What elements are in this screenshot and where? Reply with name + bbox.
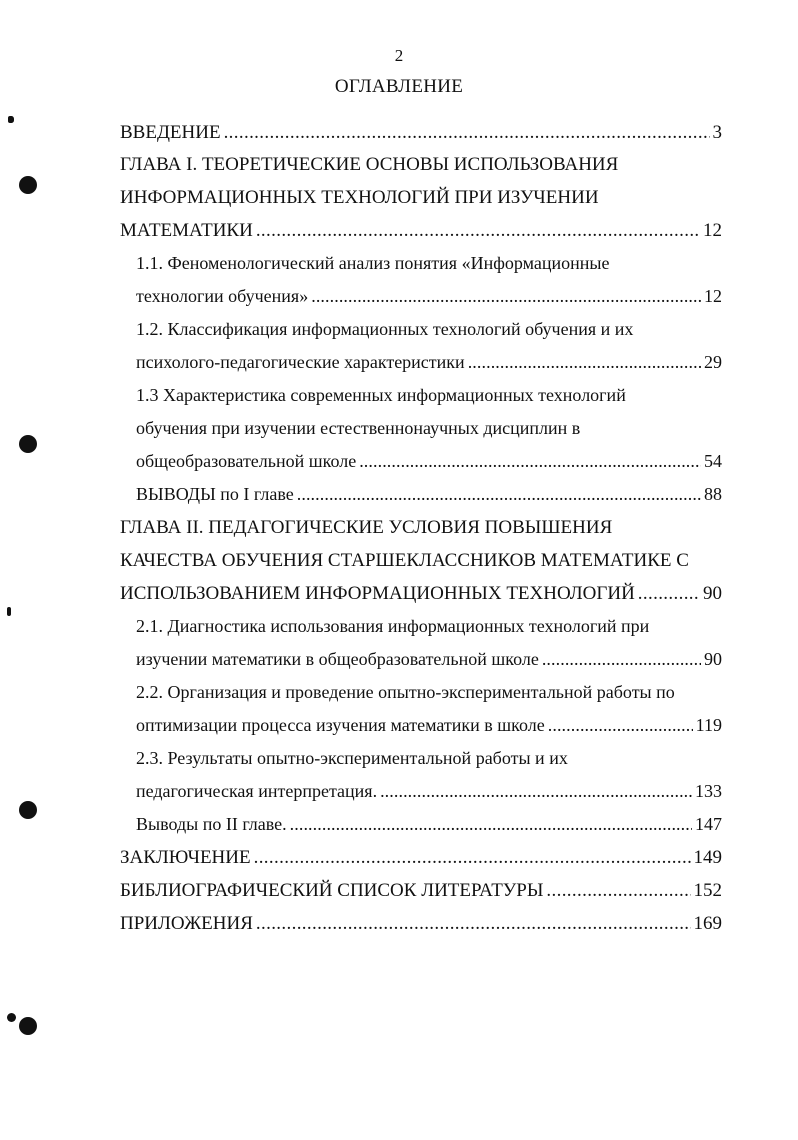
dot-leader — [224, 116, 710, 149]
toc-entry-page: 90 — [703, 583, 722, 604]
toc-entry-title: педагогическая интерпретация. — [136, 781, 378, 801]
scan-speck — [7, 607, 11, 616]
toc-entry-page: 54 — [704, 451, 722, 471]
toc-entry-page: 29 — [704, 352, 722, 372]
toc-entry-title: ИСПОЛЬЗОВАНИЕМ ИНФОРМАЦИОННЫХ ТЕХНОЛОГИЙ — [120, 583, 635, 604]
toc-entry-title: КАЧЕСТВА ОБУЧЕНИЯ СТАРШЕКЛАССНИКОВ МАТЕМАТИКЕ С — [120, 550, 689, 571]
toc-entry-title: ИНФОРМАЦИОННЫХ ТЕХНОЛОГИЙ ПРИ ИЗУЧЕНИИ — [120, 187, 599, 208]
toc-entry-title: МАТЕМАТИКИ — [120, 220, 253, 241]
dot-leader — [468, 346, 701, 379]
toc-entry-title: 1.3 Характеристика современных информационных технологий — [136, 385, 626, 405]
toc-entry-page: 152 — [693, 880, 722, 901]
toc-entry-title: 2.1. Диагностика использования информационных технологий при — [136, 616, 650, 636]
toc-entry-title: ПРИЛОЖЕНИЯ — [120, 913, 253, 934]
scan-speck — [7, 1013, 16, 1022]
page-number: 2 — [394, 46, 404, 65]
toc-entry-chapter-1[interactable] — [120, 148, 722, 247]
toc-entry-chapter-2-conclusions[interactable] — [136, 808, 722, 841]
punch-hole — [19, 435, 37, 453]
dot-leader — [546, 874, 690, 907]
toc-entry-page: 119 — [695, 715, 722, 735]
punch-hole — [19, 1017, 37, 1035]
toc-entry-chapter-2[interactable] — [120, 511, 722, 610]
toc-entry-page: 133 — [695, 781, 722, 801]
toc-entry-title: 2.2. Организация и проведение опытно-экспериментальной работы по — [136, 682, 675, 702]
toc-entry-title: 1.2. Классификация информационных технологий обучения и их — [136, 319, 634, 339]
toc-entry-title: ГЛАВА II. ПЕДАГОГИЧЕСКИЕ УСЛОВИЯ ПОВЫШЕНИЯ — [120, 517, 613, 538]
toc-entry-section-2-1[interactable] — [136, 610, 722, 676]
dot-leader — [256, 214, 700, 247]
toc-entry-page: 88 — [704, 484, 722, 504]
toc-entry-introduction[interactable] — [120, 116, 722, 149]
toc-entry-title: ГЛАВА I. ТЕОРЕТИЧЕСКИЕ ОСНОВЫ ИСПОЛЬЗОВАНИЯ — [120, 154, 619, 175]
toc-entry-chapter-1-conclusions[interactable] — [136, 478, 722, 511]
toc-entry-section-1-2[interactable] — [136, 313, 722, 379]
toc-entry-section-2-3[interactable] — [136, 742, 722, 808]
punch-hole — [19, 176, 37, 194]
toc-entry-page: 147 — [695, 814, 722, 834]
toc-entry-title: БИБЛИОГРАФИЧЕСКИЙ СПИСОК ЛИТЕРАТУРЫ — [120, 880, 544, 901]
dot-leader — [290, 808, 692, 841]
toc-entry-page: 169 — [693, 913, 722, 934]
toc-entry-page: 90 — [704, 649, 722, 669]
scan-speck — [8, 116, 14, 123]
dot-leader — [380, 775, 692, 808]
toc-entry-title: ВВЕДЕНИЕ — [120, 122, 221, 143]
dot-leader — [256, 907, 691, 940]
dot-leader — [542, 643, 701, 676]
toc-entry-title: ВЫВОДЫ по I главе — [136, 484, 294, 504]
toc-entry-appendices[interactable] — [120, 907, 722, 940]
toc-entry-title: 2.3. Результаты опытно-экспериментальной работы и их — [136, 748, 568, 768]
dot-leader — [297, 478, 701, 511]
toc-entry-section-1-1[interactable] — [136, 247, 722, 313]
toc-entry-page: 12 — [703, 220, 722, 241]
toc-entry-title: обучения при изучении естественнонаучных дисциплин в — [136, 418, 581, 438]
punch-hole — [19, 801, 37, 819]
dot-leader — [254, 841, 691, 874]
toc-entry-title: оптимизации процесса изучения математики в школе — [136, 715, 545, 735]
toc-title: ОГЛАВЛЕНИЕ — [334, 76, 464, 97]
dot-leader — [548, 709, 693, 742]
toc-entry-bibliography[interactable] — [120, 874, 722, 907]
dot-leader — [311, 280, 701, 313]
toc-entry-page: 12 — [704, 286, 722, 306]
toc-entry-title: ЗАКЛЮЧЕНИЕ — [120, 847, 251, 868]
dot-leader — [359, 445, 701, 478]
dot-leader — [638, 577, 700, 610]
toc-entry-page: 149 — [693, 847, 722, 868]
toc-entry-title: психолого-педагогические характеристики — [136, 352, 465, 372]
toc-entry-title: общеобразовательной школе — [136, 451, 357, 471]
toc-entry-title: Выводы по II главе. — [136, 814, 287, 834]
toc-entry-section-1-3[interactable] — [136, 379, 722, 478]
toc-entry-title: изучении математики в общеобразовательной школе — [136, 649, 539, 669]
toc-entry-title: 1.1. Феноменологический анализ понятия «Информационные — [136, 253, 610, 273]
toc-entry-section-2-2[interactable] — [136, 676, 722, 742]
toc-entry-title: технологии обучения» — [136, 286, 309, 306]
toc-entry-page: 3 — [712, 122, 722, 143]
toc-entry-conclusion[interactable] — [120, 841, 722, 874]
